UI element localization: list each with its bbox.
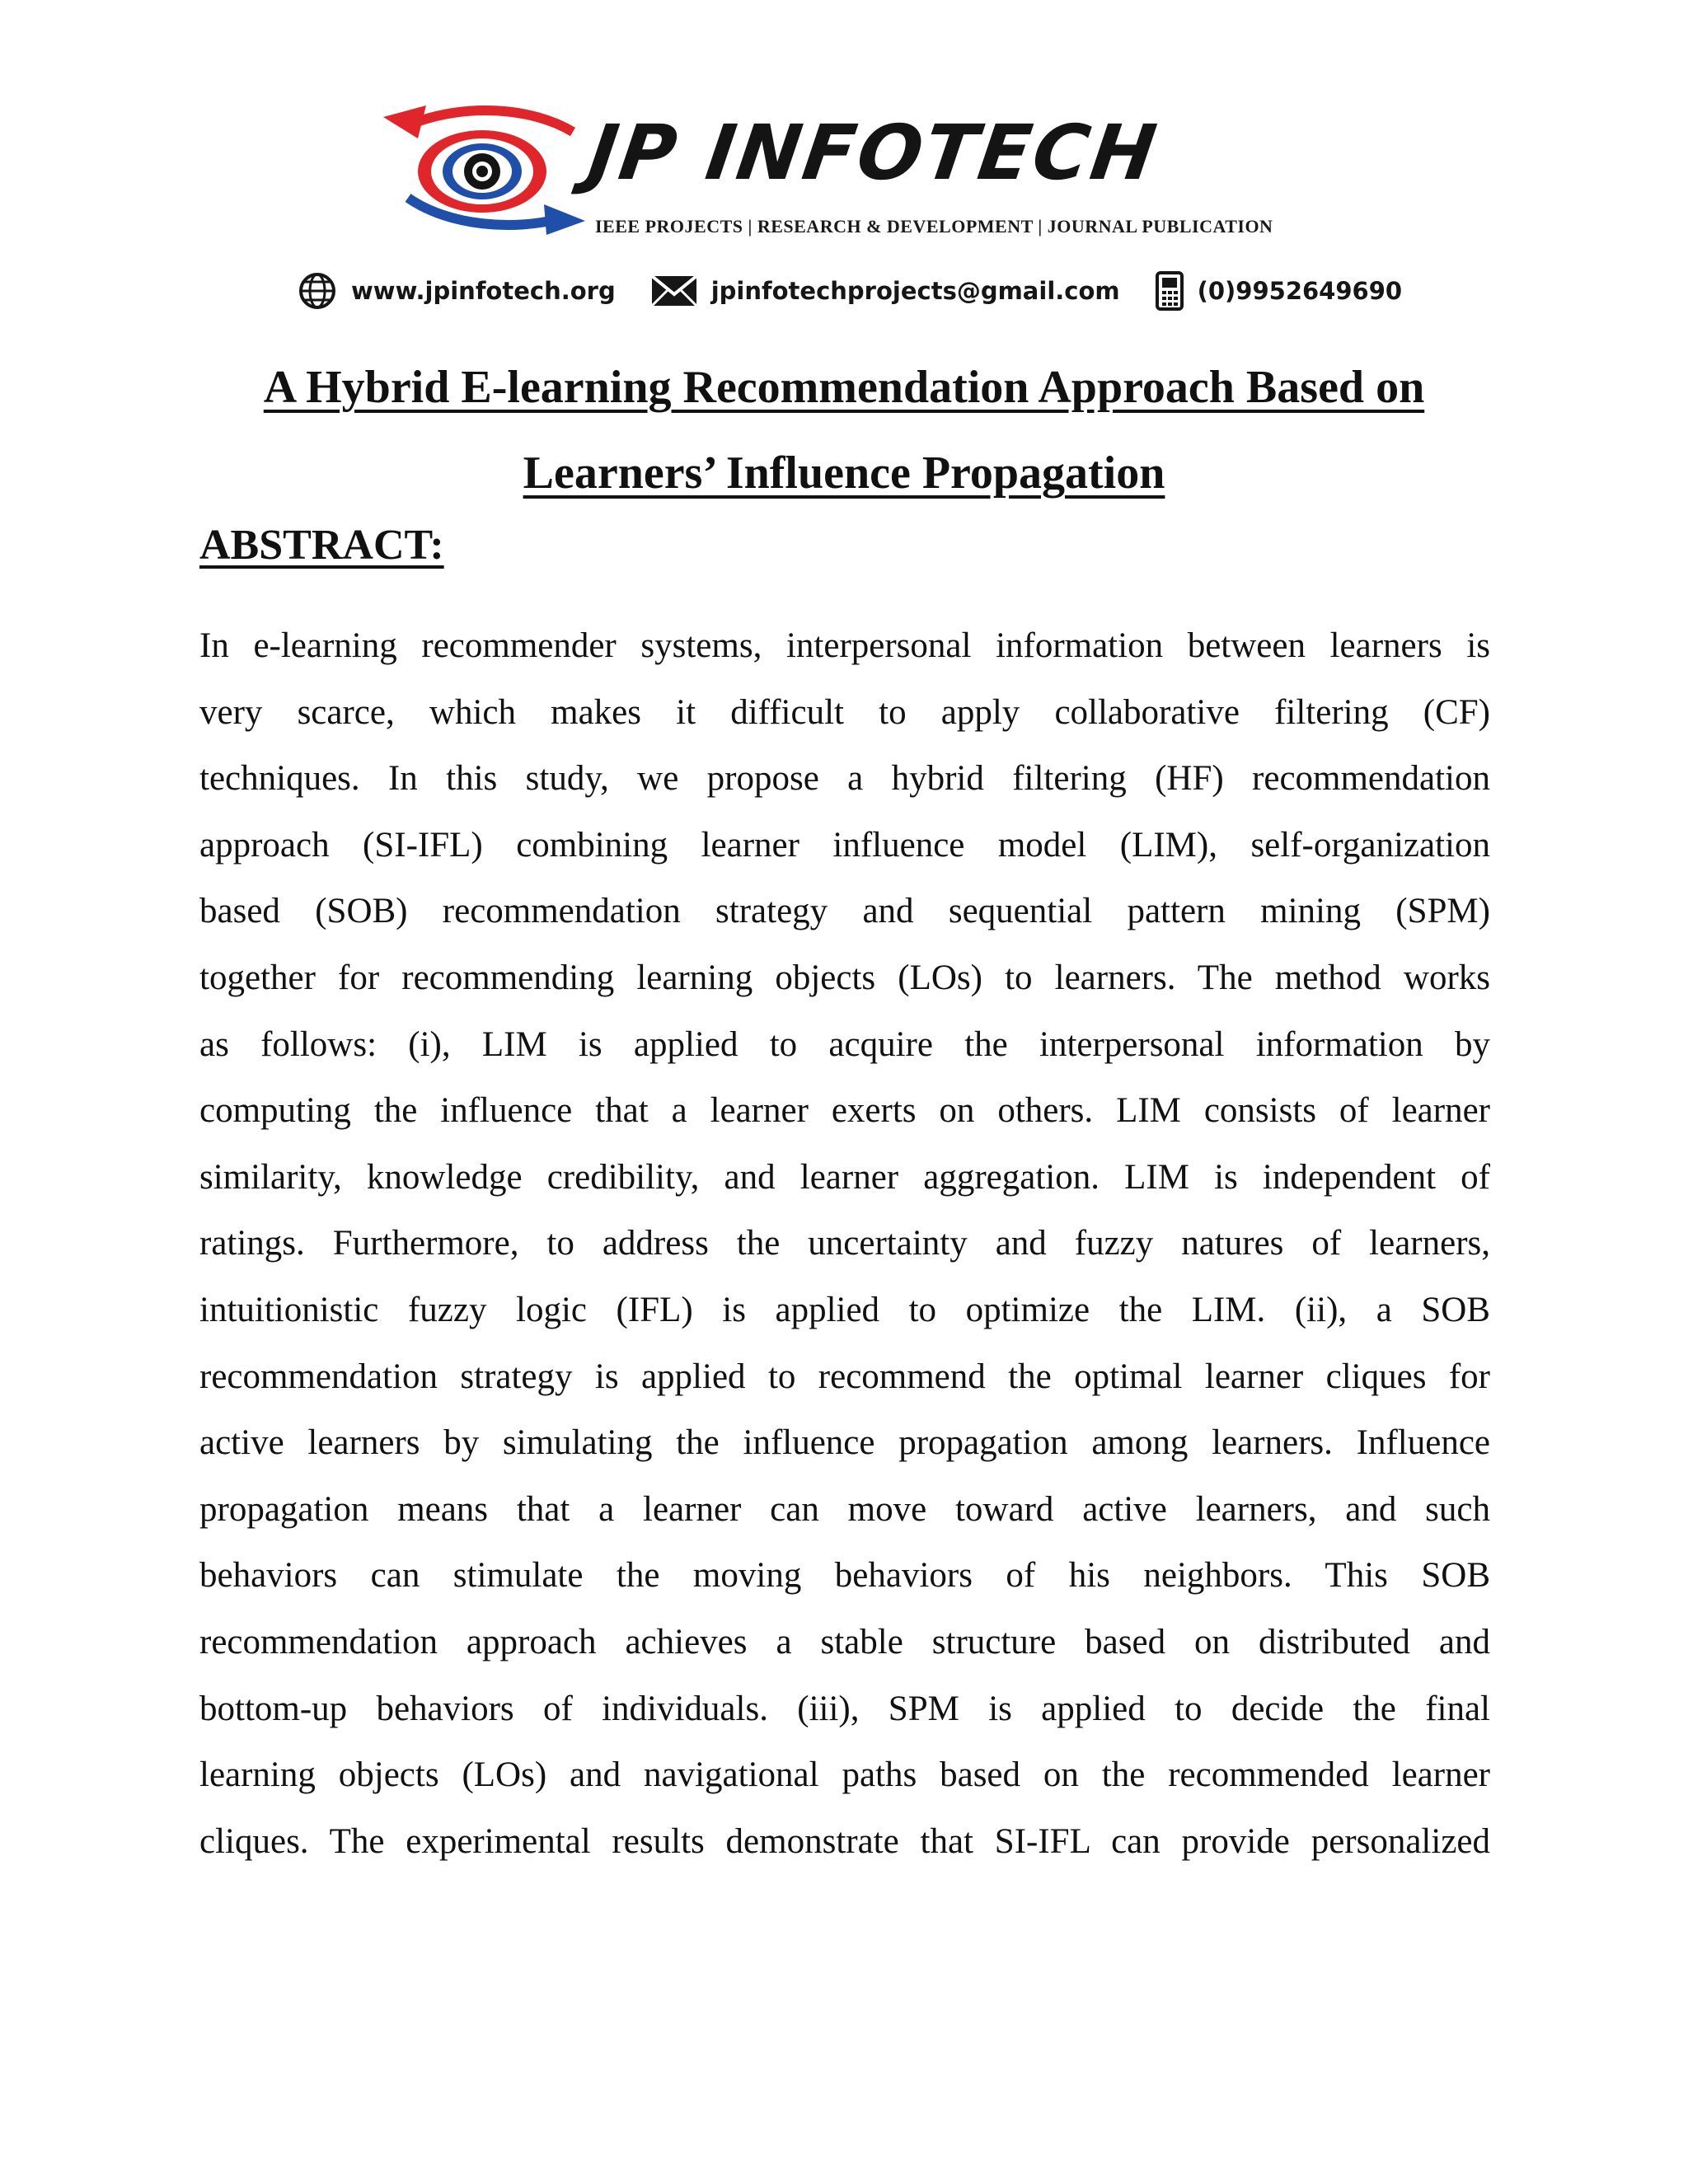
mobile-phone-icon bbox=[1155, 270, 1184, 312]
email-link[interactable]: jpinfotechprojects@gmail.com bbox=[710, 277, 1120, 305]
document-title bbox=[165, 344, 1523, 516]
website-contact bbox=[297, 272, 616, 310]
title-line-2: Learners’ Influence Propagation bbox=[523, 448, 1165, 499]
phone-contact bbox=[1155, 270, 1402, 312]
abstract-heading: ABSTRACT: bbox=[199, 522, 444, 569]
brand-tagline: IEEE PROJECTS | RESEARCH & DEVELOPMENT | JOURNAL PUBLICATION bbox=[595, 216, 1273, 237]
contact-row bbox=[297, 270, 1402, 312]
abstract-line: computing the influence that a learner exerts on others. LIM consists of learner bbox=[199, 1091, 1490, 1131]
abstract-line: approach (SI-IFL) combining learner influence model (LIM), self-organization bbox=[199, 825, 1490, 865]
abstract-line: techniques. In this study, we propose a hybrid filtering (HF) recommendation bbox=[199, 759, 1490, 799]
abstract-line: similarity, knowledge credibility, and learner aggregation. LIM is independent of bbox=[199, 1157, 1490, 1197]
jp-infotech-logo-icon bbox=[375, 99, 589, 239]
brand-name: JP INFOTECH bbox=[583, 109, 1164, 197]
abstract-line: propagation means that a learner can move toward active learners, and such bbox=[199, 1489, 1490, 1529]
abstract-line: very scarce, which makes it difficult to apply collaborative filtering (CF) bbox=[199, 692, 1490, 732]
abstract-line: intuitionistic fuzzy logic (IFL) is applied to optimize the LIM. (ii), a SOB bbox=[199, 1290, 1490, 1329]
letterhead bbox=[0, 0, 1688, 330]
abstract-line: ratings. Furthermore, to address the uncertainty and fuzzy natures of learners, bbox=[199, 1224, 1490, 1263]
email-contact bbox=[650, 274, 1120, 307]
abstract-line: together for recommending learning objects (LOs) to learners. The method works bbox=[199, 958, 1490, 997]
abstract-line: recommendation approach achieves a stable structure based on distributed and bbox=[199, 1622, 1490, 1661]
phone-number[interactable]: (0)9952649690 bbox=[1197, 277, 1403, 305]
abstract-line: active learners by simulating the influence propagation among learners. Influence bbox=[199, 1423, 1490, 1463]
abstract-line: recommendation strategy is applied to recommend the optimal learner cliques for bbox=[199, 1357, 1490, 1396]
abstract-line: In e-learning recommender systems, interpersonal information between learners is bbox=[199, 626, 1490, 665]
abstract-line: bottom-up behaviors of individuals. (iii), SPM is applied to decide the final bbox=[199, 1689, 1490, 1728]
abstract-body bbox=[199, 620, 1490, 1882]
title-line-1: A Hybrid E-learning Recommendation Approach Based on bbox=[263, 362, 1425, 413]
abstract-line: learning objects (LOs) and navigational paths based on the recommended learner bbox=[199, 1755, 1490, 1795]
website-link[interactable]: www.jpinfotech.org bbox=[351, 277, 616, 305]
abstract-line: behaviors can stimulate the moving behaviors of his neighbors. This SOB bbox=[199, 1556, 1490, 1596]
abstract-line: based (SOB) recommendation strategy and sequential pattern mining (SPM) bbox=[199, 892, 1490, 931]
envelope-icon bbox=[650, 274, 698, 307]
globe-icon bbox=[297, 272, 338, 310]
abstract-line: cliques. The experimental results demonstrate that SI-IFL can provide personalized bbox=[199, 1821, 1490, 1861]
abstract-line: as follows: (i), LIM is applied to acquire the interpersonal information by bbox=[199, 1024, 1490, 1064]
